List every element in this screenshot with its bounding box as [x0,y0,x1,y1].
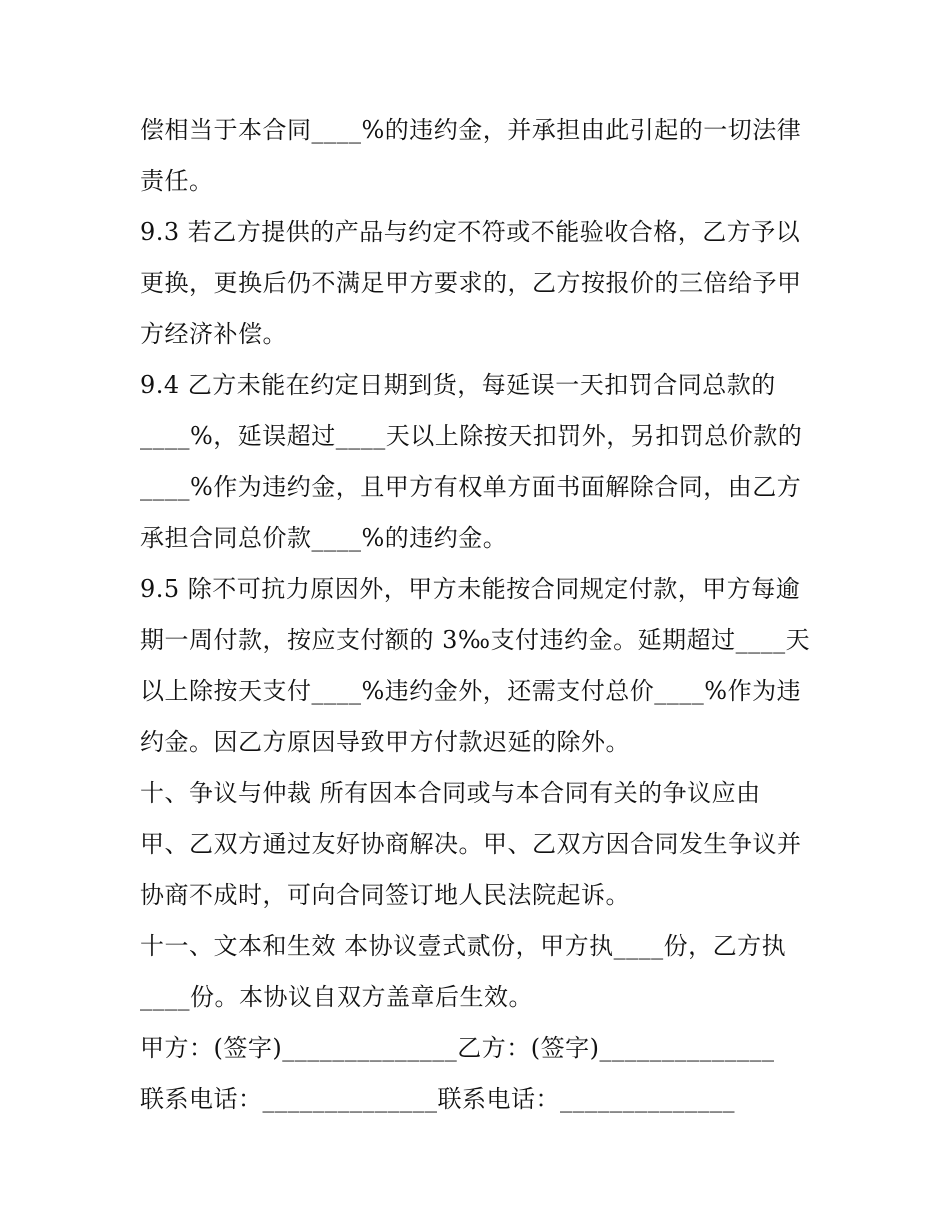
text-line: 偿相当于本合同____%的违约金，并承担由此引起的一切法律 [140,116,802,144]
text-line: 承担合同总价款____%的违约金。 [140,524,508,552]
text-line: ____%作为违约金，且甲方有权单方面书面解除合同，由乙方 [140,473,802,501]
text-line: 甲、乙双方通过友好协商解决。甲、乙双方因合同发生争议并 [140,830,802,858]
text-line: 责任。 [140,167,214,195]
text-line: 更换，更换后仍不满足甲方要求的，乙方按报价的三倍给予甲 [140,269,802,297]
clause-9-4: 9.4 乙方未能在约定日期到货，每延误一天扣罚合同总款的 [140,371,776,399]
text-line: 期一周付款，按应支付额的 3‰支付违约金。延期超过____天 [140,626,811,654]
section-11-effect: 十一、文本和生效 本协议壹式贰份，甲方执____份，乙方执 [140,932,787,960]
section-10-dispute: 十、争议与仲裁 所有因本合同或与本合同有关的争议应由 [140,779,761,807]
text-line: 约金。因乙方原因导致甲方付款迟延的除外。 [140,728,630,756]
signature-line: 甲方：(签字)______________乙方：(签字)______________ [140,1034,775,1062]
text-line: ____%，延误超过____天以上除按天扣罚外，另扣罚总价款的 [140,422,803,450]
text-line: 协商不成时，可向合同签订地人民法院起诉。 [140,881,630,909]
clause-9-5: 9.5 除不可抗力原因外，甲方未能按合同规定付款，甲方每逾 [140,575,801,603]
contact-phone-line: 联系电话：______________联系电话：______________ [140,1085,735,1113]
text-line: 以上除按天支付____%违约金外，还需支付总价____%作为违 [140,677,802,705]
text-line: 方经济补偿。 [140,320,287,348]
text-line: ____份。本协议自双方盖章后生效。 [140,983,533,1011]
clause-9-3: 9.3 若乙方提供的产品与约定不符或不能验收合格，乙方予以 [140,218,801,246]
